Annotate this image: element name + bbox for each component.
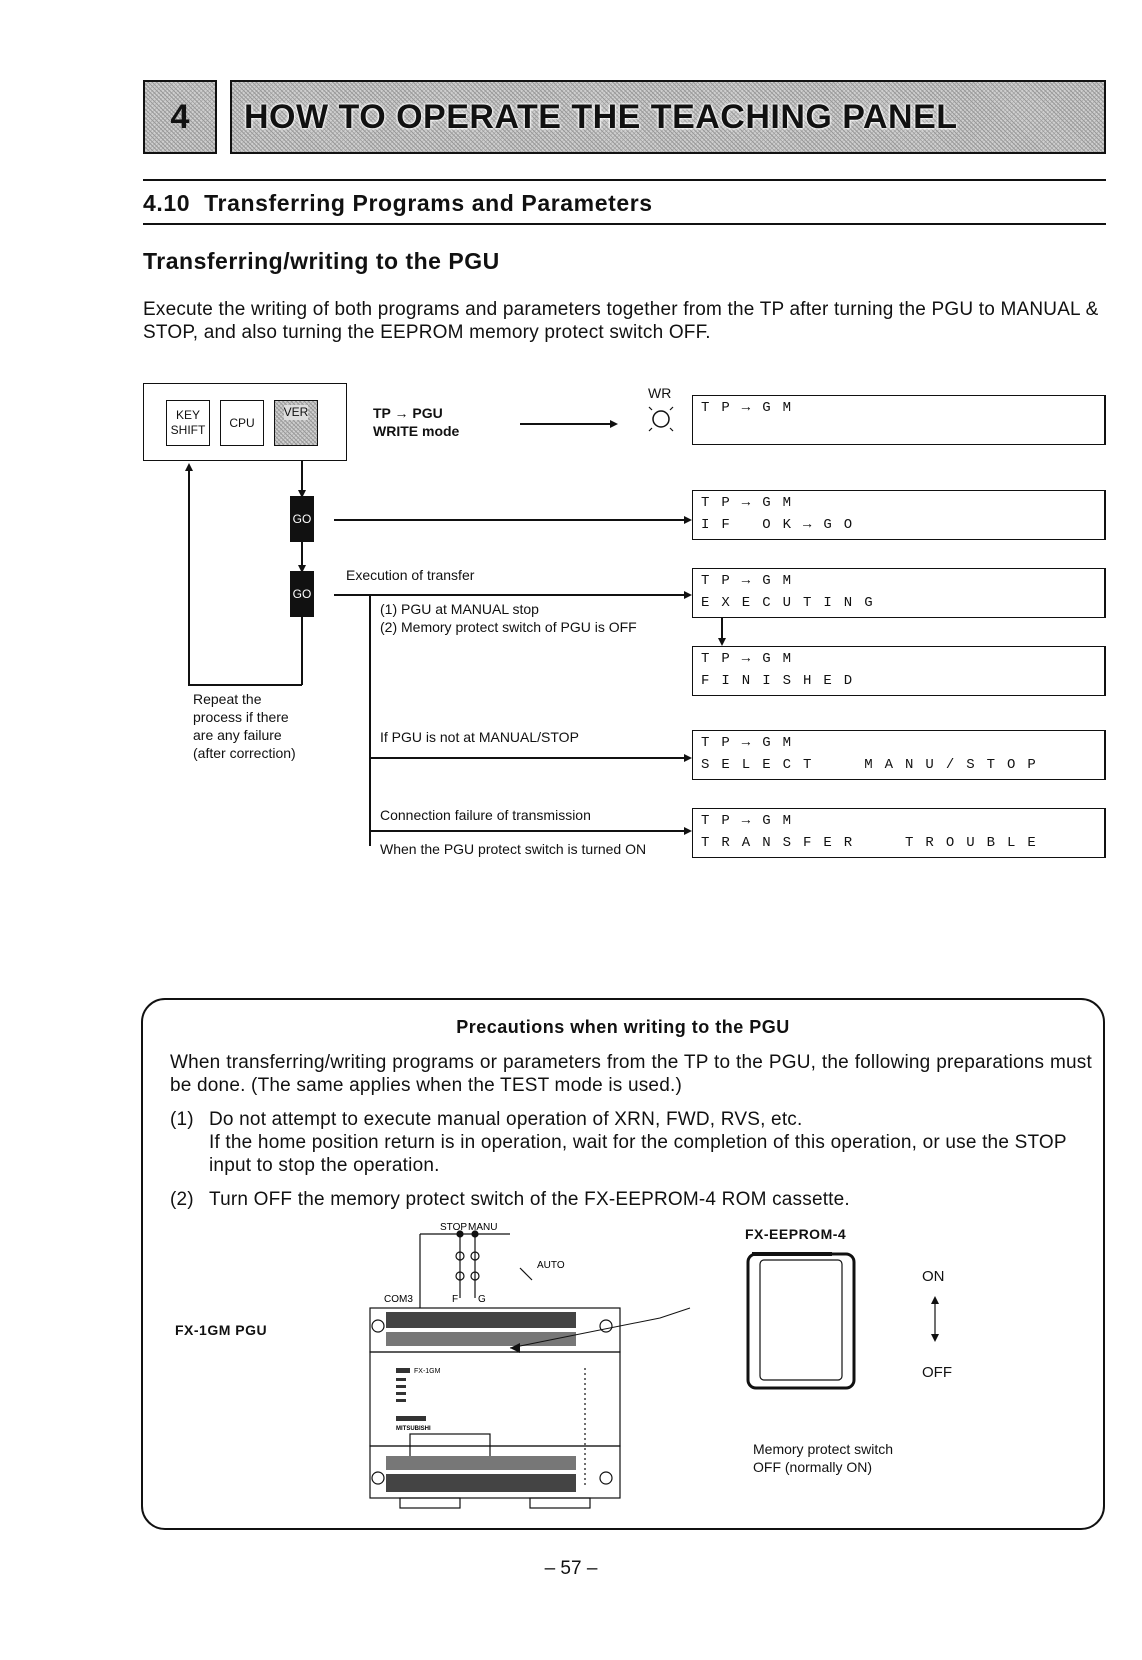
repeat-note-line: are any failure — [193, 727, 282, 743]
loop-arrow-up — [185, 463, 193, 471]
cpu-key[interactable] — [220, 400, 264, 446]
terminal-label-com3: COM3 — [384, 1294, 413, 1305]
execution-label: Execution of transfer — [346, 567, 475, 583]
flow-arrow-lcd2 — [684, 516, 692, 524]
terminal-label-f: F — [452, 1294, 459, 1305]
flow-line-go2-lcd3 — [334, 594, 686, 596]
key-shift-label-2: SHIFT — [170, 423, 206, 437]
switch-on-label: ON — [922, 1268, 945, 1285]
loop-line-up — [188, 470, 190, 685]
protect-on-label: When the PGU protect switch is turned ON — [380, 841, 647, 857]
device-model-text: FX-1GM — [414, 1368, 441, 1375]
lcd-4-line2: FINISHED — [701, 673, 865, 689]
device-maker-logo: MITSUBISHI — [396, 1426, 431, 1432]
lcd-1-line1: TP→GM — [701, 400, 804, 416]
chapter-number: 4 — [170, 97, 190, 136]
eeprom-label: FX-EEPROM-4 — [745, 1226, 847, 1242]
intro-paragraph: Execute the writing of both programs and parameters together from the TP after turning the PGU to MANUAL & STOP, and also turning the EEPROM memory protect switch OFF. — [143, 299, 1099, 343]
precaution-item-1-line1: Do not attempt to execute manual operation of XRN, FWD, RVS, etc. — [209, 1109, 803, 1130]
header-rule — [143, 179, 1106, 181]
repeat-note-line: process if there — [193, 709, 289, 725]
precautions-intro: When transferring/writing programs or parameters from the TP to the PGU, the following preparations must be done. (The same applies when the TEST mode is used.) — [170, 1052, 1092, 1096]
pgu-label: FX-1GM PGU — [175, 1322, 268, 1338]
protect-switch-note-line1: Memory protect switch — [753, 1441, 894, 1457]
section-rule — [143, 223, 1106, 225]
flow-line-go1-lcd2 — [334, 519, 686, 521]
lcd-5-line2: SELECT MANU/STOP — [701, 757, 1048, 773]
cpu-key-label: CPU — [229, 415, 255, 430]
switch-label-stop: STOP — [440, 1222, 468, 1233]
lcd-2-line2: IF OK→GO — [701, 517, 865, 533]
mode-label-line1: TP → PGU — [373, 405, 443, 421]
switch-direction-arrow-icon — [929, 1296, 941, 1342]
flow-line-lcd6 — [369, 830, 686, 832]
go-key-1-label: GO — [292, 512, 312, 526]
flow-arrow-lcd6 — [684, 827, 692, 835]
go-key-1[interactable] — [290, 496, 314, 542]
subsection-title: Transferring/writing to the PGU — [143, 248, 500, 274]
condition-1: (1) PGU at MANUAL stop — [380, 601, 539, 617]
switch-label-manu: MANU — [468, 1222, 498, 1233]
precaution-item-1-line2: If the home position return is in operation, wait for the completion of this operation, or use the STOP input to stop the operation. — [209, 1132, 1067, 1176]
mode-label — [373, 404, 459, 440]
pgu-device-illustration — [360, 1218, 750, 1523]
flow-branch-line — [369, 594, 371, 846]
flow-arrow-lcd3 — [684, 591, 692, 599]
pgu-terminal-strips — [386, 1312, 576, 1492]
go-key-2[interactable] — [290, 571, 314, 617]
key-shift-label-1: KEY — [175, 408, 200, 422]
mode-arrow-head — [610, 420, 618, 428]
not-manual-label: If PGU is not at MANUAL/STOP — [380, 729, 579, 745]
connection-failure-label: Connection failure of transmission — [380, 807, 591, 823]
section-title: 4.10 Transferring Programs and Parameters — [143, 190, 653, 216]
lcd-display-4 — [692, 646, 1106, 696]
lcd-display-2 — [692, 490, 1106, 540]
protect-switch-note-line2: OFF (normally ON) — [753, 1459, 872, 1475]
chapter-title: HOW TO OPERATE THE TEACHING PANEL — [244, 97, 958, 136]
protect-switch-note — [753, 1440, 893, 1476]
lcd-display-5 — [692, 730, 1106, 780]
chapter-title-box — [230, 80, 1106, 154]
flow-line-lcd5 — [369, 757, 686, 759]
switch-label-auto: AUTO — [537, 1260, 565, 1271]
switch-off-label: OFF — [922, 1364, 952, 1381]
precautions-title: Precautions when writing to the PGU — [456, 1017, 790, 1037]
precaution-item-2: Turn OFF the memory protect switch of the FX-EEPROM-4 ROM cassette. — [209, 1189, 850, 1210]
terminal-label-g: G — [478, 1294, 486, 1305]
mode-label-line2: WRITE mode — [373, 423, 460, 439]
wr-led-icon — [644, 402, 678, 436]
ver-key[interactable] — [274, 400, 318, 446]
loop-line-down — [301, 617, 303, 685]
repeat-note-line: (after correction) — [193, 745, 296, 761]
repeat-note — [193, 690, 296, 762]
page-number: – 57 – — [544, 1558, 598, 1579]
lcd-display-3 — [692, 568, 1106, 618]
loop-line-bottom — [188, 684, 302, 686]
lcd-display-1 — [692, 395, 1106, 445]
lcd-6-line2: TRANSFER TROUBLE — [701, 835, 1048, 851]
key-sequence-box — [143, 383, 347, 461]
lcd-display-6 — [692, 808, 1106, 858]
ver-key-label: VER — [283, 405, 309, 419]
lcd-6-line1: TP→GM — [701, 813, 804, 829]
precaution-item-2-number: (2) — [170, 1189, 194, 1210]
lcd-2-line1: TP→GM — [701, 495, 804, 511]
wr-label: WR — [648, 385, 672, 401]
eeprom-cassette-icon — [742, 1248, 862, 1396]
repeat-note-line: Repeat the — [193, 691, 262, 707]
flow-arrow-lcd4 — [718, 638, 726, 646]
go-key-2-label: GO — [292, 587, 312, 601]
lcd-4-line1: TP→GM — [701, 651, 804, 667]
flow-arrow-lcd5 — [684, 754, 692, 762]
lcd-5-line1: TP→GM — [701, 735, 804, 751]
condition-2: (2) Memory protect switch of PGU is OFF — [380, 619, 637, 635]
flow-line-lcd3-lcd4 — [721, 618, 723, 640]
key-shift-key[interactable] — [166, 400, 210, 446]
precaution-item-1-number: (1) — [170, 1109, 194, 1130]
lcd-3-line2: EXECUTING — [701, 595, 885, 611]
lcd-3-line1: TP→GM — [701, 573, 804, 589]
precaution-item-1 — [209, 1108, 1094, 1177]
chapter-number-box — [143, 80, 217, 154]
mode-arrow-line — [520, 423, 612, 425]
